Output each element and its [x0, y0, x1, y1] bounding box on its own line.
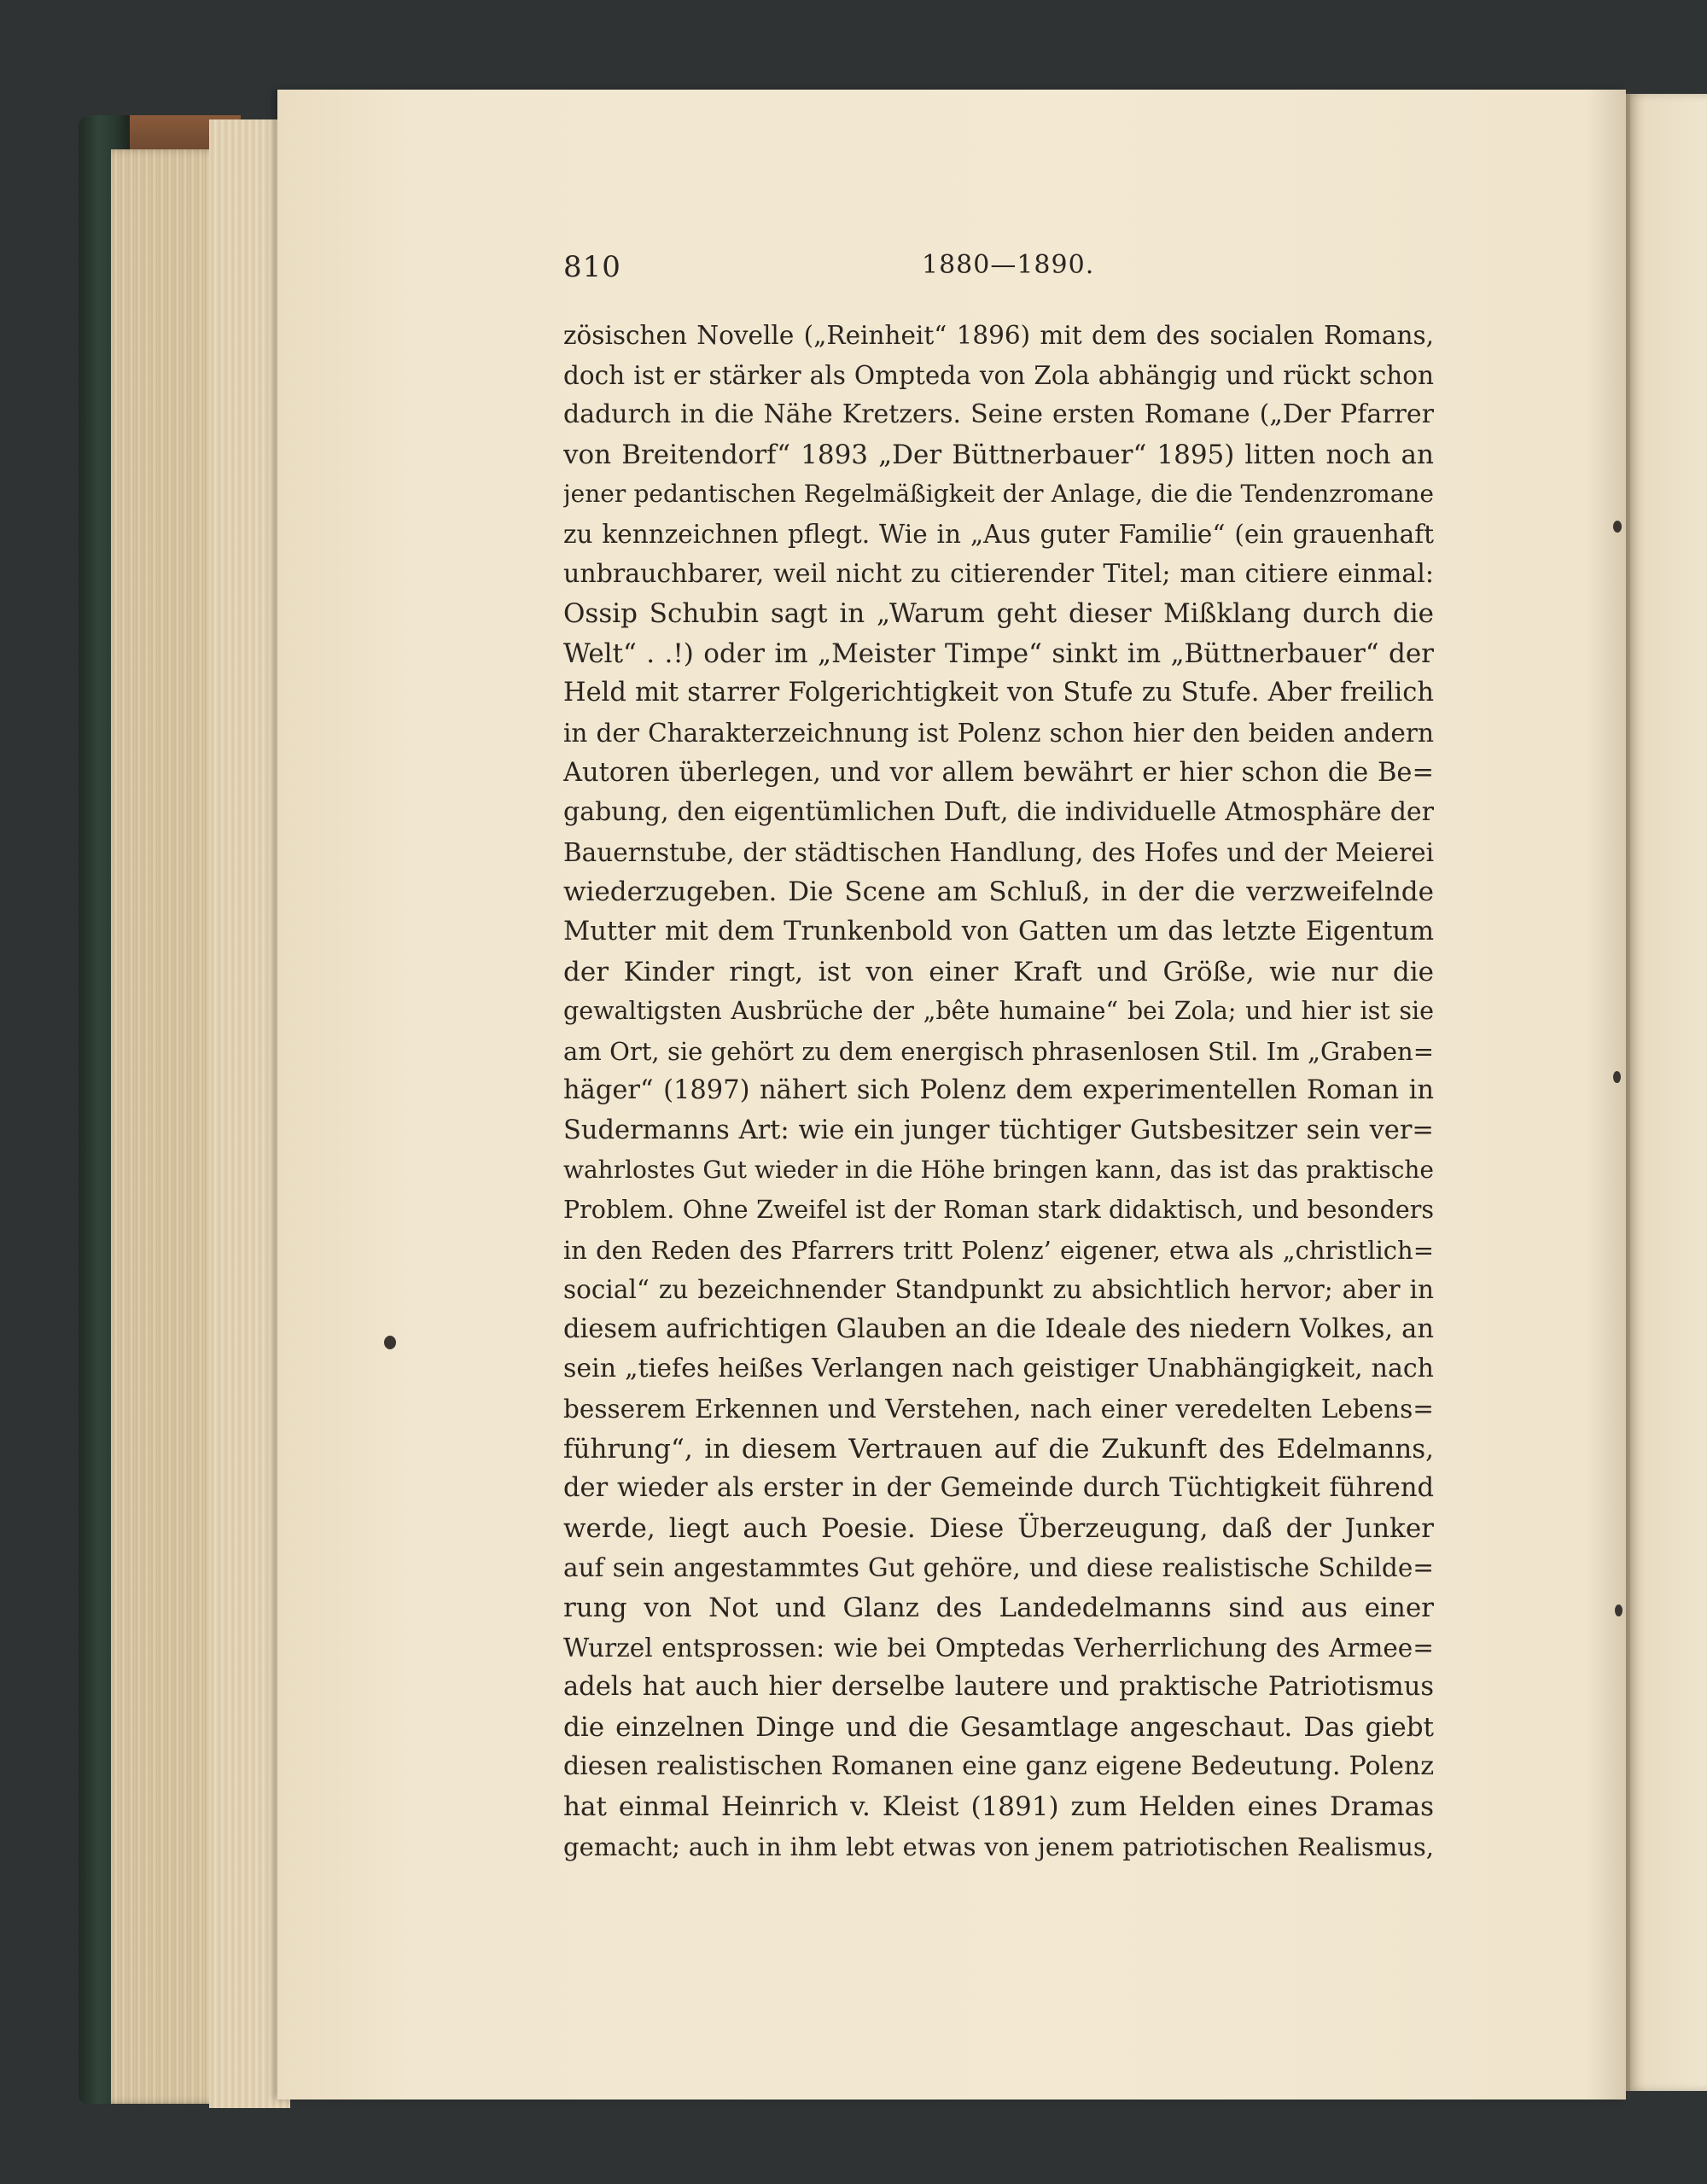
text-line: in den Reden des Pfarrers tritt Polenz’ eigener, etwa als „christlich= — [563, 1235, 1434, 1265]
ink-speck — [1615, 1605, 1623, 1616]
text-line: adels hat auch hier derselbe lautere und praktische Patriotismus — [563, 1672, 1434, 1703]
text-line: besserem Erkennen und Verstehen, nach einer veredelten Lebens= — [563, 1395, 1434, 1424]
text-line: Bauernstube, der städtischen Handlung, des Hofes und der Meierei — [563, 837, 1434, 867]
text-line: von Breitendorf“ 1893 „Der Büttnerbauer“ 1895) litten noch an — [563, 439, 1434, 470]
ink-speck — [1613, 521, 1622, 533]
text-line: diesem aufrichtigen Glauben an die Ideale des niedern Volkes, an — [563, 1313, 1434, 1344]
text-line: zösischen Novelle („Reinheit“ 1896) mit dem des socialen Romans, — [563, 321, 1434, 350]
body-text — [563, 316, 1434, 1867]
text-line: rung von Not und Glanz des Landedelmanns sind aus einer — [563, 1593, 1434, 1623]
text-line: jener pedantischen Regelmäßigkeit der Anlage, die die Tendenzromane — [563, 480, 1434, 509]
gutter-shadow — [1588, 90, 1630, 2100]
text-line: der wieder als erster in der Gemeinde durch Tüchtigkeit führend — [563, 1473, 1434, 1504]
ink-speck — [1613, 1071, 1621, 1083]
text-line: gemacht; auch in ihm lebt etwas von jenem patriotischen Realismus, — [563, 1832, 1434, 1861]
text-line: gewaltigsten Ausbrüche der „bête humaine“ bei Zola; und hier ist sie — [563, 997, 1434, 1026]
text-line: Held mit starrer Folgerichtigkeit von Stufe zu Stufe. Aber freilich — [563, 678, 1434, 708]
ink-speck — [384, 1336, 396, 1349]
text-line: Autoren überlegen, und vor allem bewährt er hier schon die Be= — [563, 757, 1434, 788]
facing-page-edge — [1626, 94, 1707, 2091]
running-title: 1880—1890. — [922, 250, 1095, 280]
text-line: Wurzel entsprossen: wie bei Omptedas Verherrlichung des Armee= — [563, 1633, 1434, 1663]
text-line: Ossip Schubin sagt in „Warum geht dieser Mißklang durch die — [563, 598, 1434, 630]
text-line: Sudermanns Art: wie ein junger tüchtiger Gutsbesitzer sein ver= — [563, 1115, 1434, 1145]
text-line: der Kinder ringt, ist von einer Kraft und Größe, wie nur die — [563, 956, 1434, 987]
text-line: in der Charakterzeichnung ist Polenz schon hier den beiden andern — [563, 718, 1434, 748]
text-line: doch ist er stärker als Ompteda von Zola abhängig und rückt schon — [563, 360, 1434, 390]
text-line: Mutter mit dem Trunkenbold von Gatten um das letzte Eigentum — [563, 916, 1434, 946]
text-line: auf sein angestammtes Gut gehöre, und diese realistische Schilde= — [563, 1553, 1434, 1583]
page-number: 810 — [563, 250, 621, 284]
text-line: dadurch in die Nähe Kretzers. Seine ersten Romane („Der Pfarrer — [563, 399, 1434, 430]
text-line: werde, liegt auch Poesie. Diese Überzeugung, daß der Junker — [563, 1512, 1434, 1544]
text-line: Welt“ . .!) oder im „Meister Timpe“ sinkt im „Büttnerbauer“ der — [563, 638, 1434, 669]
text-line: die einzelnen Dinge und die Gesamtlage angeschaut. Das giebt — [563, 1711, 1434, 1743]
text-line: zu kennzeichnen pflegt. Wie in „Aus guter Familie“ (ein grauenhaft — [563, 519, 1434, 549]
text-line: führung“, in diesem Vertrauen auf die Zukunft des Edelmanns, — [563, 1433, 1434, 1465]
text-line: sein „tiefes heißes Verlangen nach geistiger Unabhängigkeit, nach — [563, 1354, 1434, 1384]
text-line: gabung, den eigentümlichen Duft, die individuelle Atmosphäre der — [563, 797, 1434, 828]
text-line: hat einmal Heinrich v. Kleist (1891) zum Helden eines Dramas — [563, 1791, 1434, 1822]
text-line: social“ zu bezeichnender Standpunkt zu absichtlich hervor; aber in — [563, 1275, 1434, 1305]
text-line: Problem. Ohne Zweifel ist der Roman stark didaktisch, und besonders — [563, 1196, 1434, 1225]
text-line: häger“ (1897) nähert sich Polenz dem experimentellen Roman in — [563, 1075, 1434, 1106]
text-line: diesen realistischen Romanen eine ganz eigene Bedeutung. Polenz — [563, 1751, 1434, 1782]
running-head — [563, 250, 1434, 301]
text-line: wahrlostes Gut wieder in die Höhe bringen kann, das ist das praktische — [563, 1156, 1434, 1185]
text-line: unbrauchbarer, weil nicht zu citierender Titel; man citiere einmal: — [563, 558, 1434, 589]
text-line: wiederzugeben. Die Scene am Schluß, in der die verzweifelnde — [563, 877, 1434, 908]
text-line: am Ort, sie gehört zu dem energisch phrasenlosen Stil. Im „Graben= — [563, 1036, 1434, 1066]
